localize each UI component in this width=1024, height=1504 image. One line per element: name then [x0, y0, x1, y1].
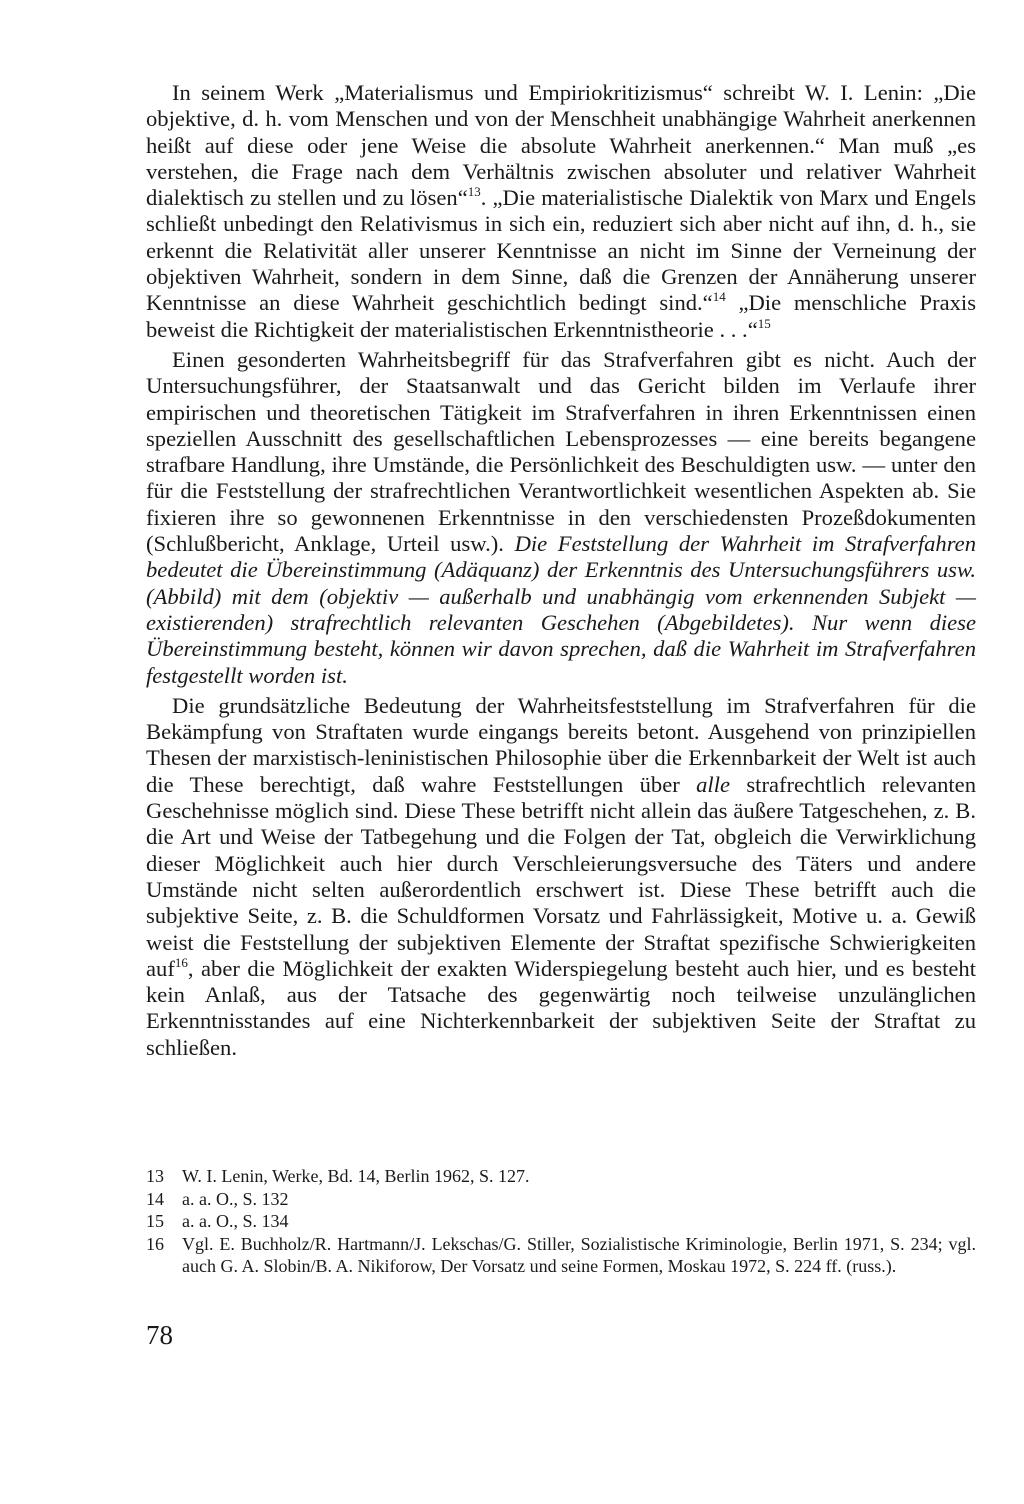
- footnote-ref: 16: [174, 954, 188, 970]
- text-run: Die grundsätzliche Bedeutung der Wahrheitsfeststellung im Strafverfahren für die Bekämpfung von Straftaten wurde eingangs bereits betont. Ausgehend von prinzipiellen Thesen der marxistisch-leninistischen Philosophie über die Erkennbarkeit der Welt ist auch die These berechtigt, daß wahre Feststellungen über: [146, 692, 976, 797]
- footnote-14: [146, 1188, 976, 1211]
- footnote-15: [146, 1210, 976, 1233]
- footnote-text: a. a. O., S. 134: [182, 1211, 289, 1231]
- paragraph-1: [146, 80, 976, 343]
- paragraph-2: [146, 347, 976, 689]
- footnote-number: 15: [146, 1211, 164, 1231]
- text-run: „Die menschliche Praxis beweist die Richtigkeit der materialistischen Erkenntnistheorie . . .“: [146, 290, 976, 342]
- footnotes: [146, 1165, 976, 1278]
- text-run: Einen gesonderten Wahrheitsbegriff für das Strafverfahren gibt es nicht. Auch der Untersuchungsführer, der Staatsanwalt und das Gericht bilden im Verlaufe ihrer empirischen und theoretischen Tätigkeit im Strafverfahren in ihren Erkenntnissen einen speziellen Ausschnitt des gesellschaftlichen Lebensprozesses — eine bereits begangene strafbare Handlung, ihre Umstände, die Persönlichkeit des Beschuldigten usw. — unter den für die Feststellung der strafrechtlichen Verantwortlichkeit wesentlichen Aspekten ab. Sie fixieren ihre so gewonnenen Erkenntnisse in den verschiedensten Prozeßdokumenten (Schlußbericht, Anklage, Urteil usw.).: [146, 346, 976, 557]
- footnote-ref: 15: [757, 315, 771, 331]
- text-run: strafrechtlich relevanten Geschehnisse möglich sind. Diese These betrifft nicht allein das äußere Tatgeschehen, z. B. die Art und Weise der Tatbegehung und die Folgen der Tat, obgleich die Verwirklichung dieser Möglichkeit auch hier durch Verschleierungsversuche des Täters und andere Umstände nicht selten außerordentlich erschwert ist. Diese These betrifft auch die subjektive Seite, z. B. die Schuldformen Vorsatz und Fahrlässigkeit, Motive u. a. Gewiß weist die Feststellung der subjektiven Elemente der Straftat spezifische Schwierigkeiten auf: [146, 771, 976, 981]
- footnote-number: 16: [146, 1233, 164, 1254]
- text-run: In seinem Werk „Materialismus und Empiriokritizismus“ schreibt W. I. Lenin: „Die objektive, d. h. vom Menschen und von der Menschheit unabhängige Wahrheit anerkennen heißt auf diese oder jene Weise die absolute Wahrheit anerkennen.“ Man muß „es verstehen, die Frage nach dem Verhältnis zwischen absoluter und relativer Wahrheit dialektisch zu stellen und zu lösen“: [146, 80, 976, 211]
- footnote-ref: 14: [712, 289, 726, 305]
- footnote-text: Vgl. E. Buchholz/R. Hartmann/J. Lekschas/G. Stiller, Sozialistische Kriminologie, Berlin 1971, S. 234; vgl. auch G. A. Slobin/B. A. Nikiforow, Der Vorsatz und seine Formen, Moskau 1972, S. 224 ff. (russ.).: [182, 1233, 976, 1276]
- footnote-16: [146, 1233, 976, 1278]
- text-run: . „Die materialistische Dialektik von Marx und Engels schließt unbedingt den Relativismus in sich ein, reduziert sich aber nicht auf ihn, d. h., sie erkennt die Relativität aller unserer Kenntnisse an nicht im Sinne der Verneinung der objektiven Wahrheit, sondern in dem Sinne, daß die Grenzen der Annäherung unserer Kenntnisse an diese Wahrheit geschichtlich bedingt sind.“: [146, 185, 976, 316]
- text-run: , aber die Möglichkeit der exakten Widerspiegelung besteht auch hier, und es besteht kein Anlaß, aus der Tatsache des gegenwärtig noch teilweise unzulänglichen Erkenntnisstandes auf eine Nichterkennbarkeit der subjektiven Seite der Straftat zu schließen.: [146, 955, 976, 1060]
- footnote-ref: 13: [467, 184, 481, 200]
- paragraph-3: [146, 693, 976, 1061]
- italic-run: alle: [696, 771, 731, 797]
- footnote-text: W. I. Lenin, Werke, Bd. 14, Berlin 1962, S. 127.: [182, 1166, 530, 1186]
- footnote-13: [146, 1165, 976, 1188]
- body-text: [146, 80, 976, 1065]
- page-number: 78: [146, 1320, 173, 1350]
- italic-run: Die Feststellung der Wahrheit im Strafverfahren bedeutet die Übereinstimmung (Adäquanz) der Erkenntnis des Untersuchungsführers usw. (Abbild) mit dem (objektiv — außerhalb und unabhängig vom erkennenden Subjekt — existierenden) strafrechtlich relevanten Geschehen (Abgebildetes). Nur wenn diese Übereinstimmung besteht, können wir davon sprechen, daß die Wahrheit im Strafverfahren festgestellt worden ist.: [146, 531, 976, 688]
- footnote-number: 13: [146, 1166, 164, 1186]
- footnote-text: a. a. O., S. 132: [182, 1188, 289, 1209]
- footnote-number: 14: [146, 1188, 164, 1209]
